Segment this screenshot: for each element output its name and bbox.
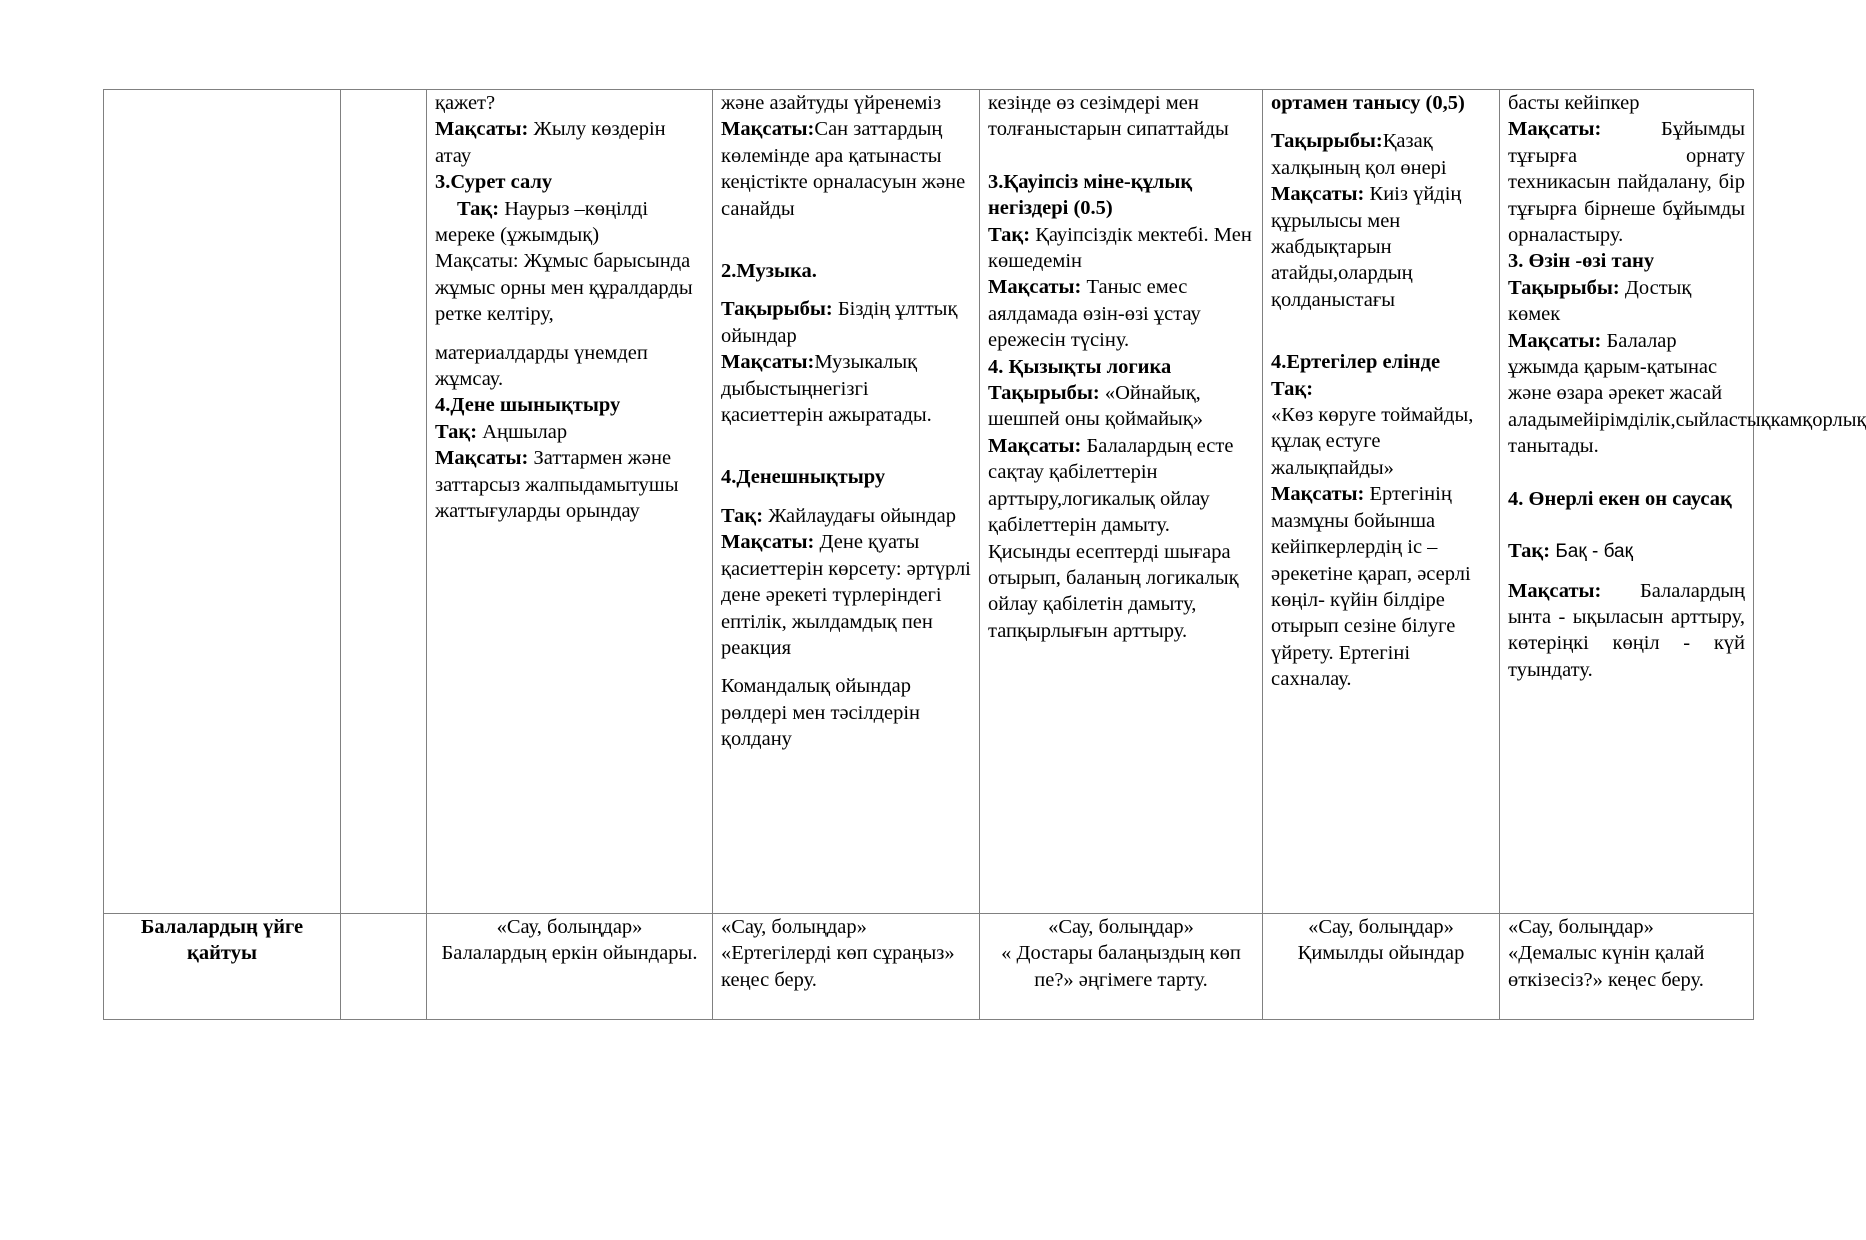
cell-text: Тақ: bbox=[1271, 377, 1314, 400]
cell-text: Мақсаты: Балалардың ынта - ықыласын арттыру, көтеріңкі көңіл - күй туындату. bbox=[1508, 579, 1745, 681]
cell-text: «Сау, болыңдар» bbox=[1508, 916, 1654, 938]
cell-text: Тақырыбы: «Ойнайық, шешпей оны қоймайық» bbox=[988, 382, 1204, 431]
cell-text: Мақсаты: Балалар ұжымда қарым-қатынас және өзара әрекет жасай аладымейірімділік,сыйластықкамқорлық танытады. bbox=[1508, 329, 1866, 458]
activity-heading: 4.Денешнықтыру bbox=[721, 466, 886, 489]
cell-text: «Көз көруге тоймайды, құлақ естуге жалықпайды» bbox=[1271, 404, 1474, 479]
cell-text: «Сау, болыңдар» bbox=[1308, 916, 1454, 938]
activity-heading: 4. Қызықты логика bbox=[988, 355, 1172, 378]
cell-text: «Ертегілерді көп сұраңыз» кеңес беру. bbox=[721, 942, 955, 991]
cell-text: « Достары балаңыздың көп пе?» әңгімеге тарту. bbox=[1001, 942, 1241, 991]
cell-text: «Сау, болыңдар» bbox=[721, 916, 867, 938]
cell-text: қажет? bbox=[435, 92, 496, 114]
cell-text: кезінде өз сезімдері мен толғаныстарын сипаттайды bbox=[988, 92, 1229, 141]
cell-text: Қимылды ойындар bbox=[1297, 942, 1465, 965]
activity-heading: 3.Сурет салу bbox=[435, 171, 553, 194]
cell-text: Мақсаты: Жылу көздерін атау bbox=[435, 118, 666, 167]
row-label: Балалардың үйге қайтуы bbox=[104, 914, 341, 1020]
cell-text: және азайтуды үйренеміз bbox=[721, 92, 942, 114]
cell-text: Мақсаты: Киіз үйдің құрылысы мен жабдықтарын атайды,олардың қолданыстағы bbox=[1271, 183, 1462, 311]
cell-label-empty bbox=[104, 90, 341, 914]
cell-text: Тақырыбы: Біздің ұлттық ойындар bbox=[721, 298, 958, 347]
cell-day-4 bbox=[1263, 90, 1500, 914]
cell-text: Тақырыбы: Достық көмек bbox=[1508, 276, 1692, 326]
activity-heading: 3.Қауіпсіз міне-құлық негіздері (0.5) bbox=[988, 170, 1193, 220]
cell-text: Тақ: Қауіпсіздік мектебі. Мен көшедемін bbox=[988, 223, 1252, 273]
activity-heading: 4. Өнерлі екен он саусақ bbox=[1508, 487, 1732, 510]
cell-text: Тақ: Бақ - бақ bbox=[1508, 540, 1633, 563]
cell-text: Мақсаты:Музыкалық дыбыстыңнегізгі қасиеттерін ажыратады. bbox=[721, 351, 932, 427]
cell-day-2 bbox=[713, 914, 980, 1020]
activity-heading: 4.Дене шынықтыру bbox=[435, 394, 621, 417]
table-row bbox=[104, 914, 1754, 1020]
cell-text: Мақсаты: Жұмыс барысында жұмыс орны мен құралдарды ретке келтіру, bbox=[435, 250, 693, 326]
cell-text: Мақсаты: Дене қуаты қасиеттерін көрсету: әртүрлі дене әрекеті түрлеріндегі ептілік, жылдамдық пен реакция bbox=[721, 531, 971, 659]
cell-text: Тақ: Наурыз –көңілді мереке (ұжымдық) bbox=[435, 197, 649, 247]
cell-text: «Демалыс күнін қалай өткізесіз?» кеңес беру. bbox=[1508, 942, 1705, 991]
cell-text: Тақ: Жайлаудағы ойындар bbox=[721, 504, 956, 527]
cell-text: «Сау, болыңдар» bbox=[1048, 916, 1194, 938]
cell-text: Мақсаты: Заттармен және заттарсыз жалпыдамытушы жаттығуларды орындау bbox=[435, 447, 679, 523]
cell-day-3 bbox=[980, 914, 1263, 1020]
cell-time-empty bbox=[341, 914, 427, 1020]
cell-day-4 bbox=[1263, 914, 1500, 1020]
cell-day-1 bbox=[427, 914, 713, 1020]
activity-heading: 4.Ертегілер елінде bbox=[1271, 351, 1441, 374]
cell-text: басты кейіпкер bbox=[1508, 92, 1640, 114]
table-row bbox=[104, 90, 1754, 914]
cell-day-3 bbox=[980, 90, 1263, 914]
cell-text: Тақырыбы:Қазақ халқының қол өнері bbox=[1271, 130, 1447, 179]
cell-text: Мақсаты: Бұйымды тұғырға орнату техникасын пайдалану, бір тұғырға бірнеше бұйымды орналастыру. bbox=[1508, 118, 1745, 247]
cell-text: «Сау, болыңдар» bbox=[496, 916, 643, 938]
cell-text: Командалық ойындар рөлдері мен тәсілдерін қолдану bbox=[721, 675, 921, 751]
cell-day-1 bbox=[427, 90, 713, 914]
cell-day-2 bbox=[713, 90, 980, 914]
cell-text: Балалардың еркін ойындары. bbox=[441, 942, 698, 965]
schedule-table bbox=[103, 89, 1866, 1020]
cell-time-empty bbox=[341, 90, 427, 914]
activity-heading: 3. Өзін -өзі тану bbox=[1508, 250, 1655, 273]
cell-text: материалдарды үнемдеп жұмсау. bbox=[435, 341, 648, 391]
activity-heading: 2.Музыка. bbox=[721, 260, 817, 283]
cell-text: Мақсаты: Балалардың есте сақтау қабілеттерін арттыру,логикалық ойлау қабілеттерін дамыту. Қисынды есептерді шығара отырып, баланың логикалық ойлау қабілетін дамыту, тапқырлығын арттыру. bbox=[988, 434, 1239, 642]
cell-text: Мақсаты: Таныс емес аялдамада өзін-өзі ұстау ережесін түсіну. bbox=[988, 276, 1201, 352]
cell-text: Мақсаты: Ертегінің мазмұны бойынша кейіпкерлердің іс – әрекетіне қарап, әсерлі көңіл- күйін білдіре отырып сезіне білуге үйрету. Ертегіні сахналау. bbox=[1271, 483, 1471, 691]
cell-day-5 bbox=[1500, 914, 1754, 1020]
cell-day-5 bbox=[1500, 90, 1866, 914]
cell-text: Тақ: Аңшылар bbox=[435, 420, 568, 443]
cell-text: Мақсаты:Сан заттардың көлемінде ара қатынасты кеңістікте орналасуын және санайды bbox=[721, 118, 966, 220]
activity-heading: ортамен танысу (0,5) bbox=[1271, 92, 1465, 114]
